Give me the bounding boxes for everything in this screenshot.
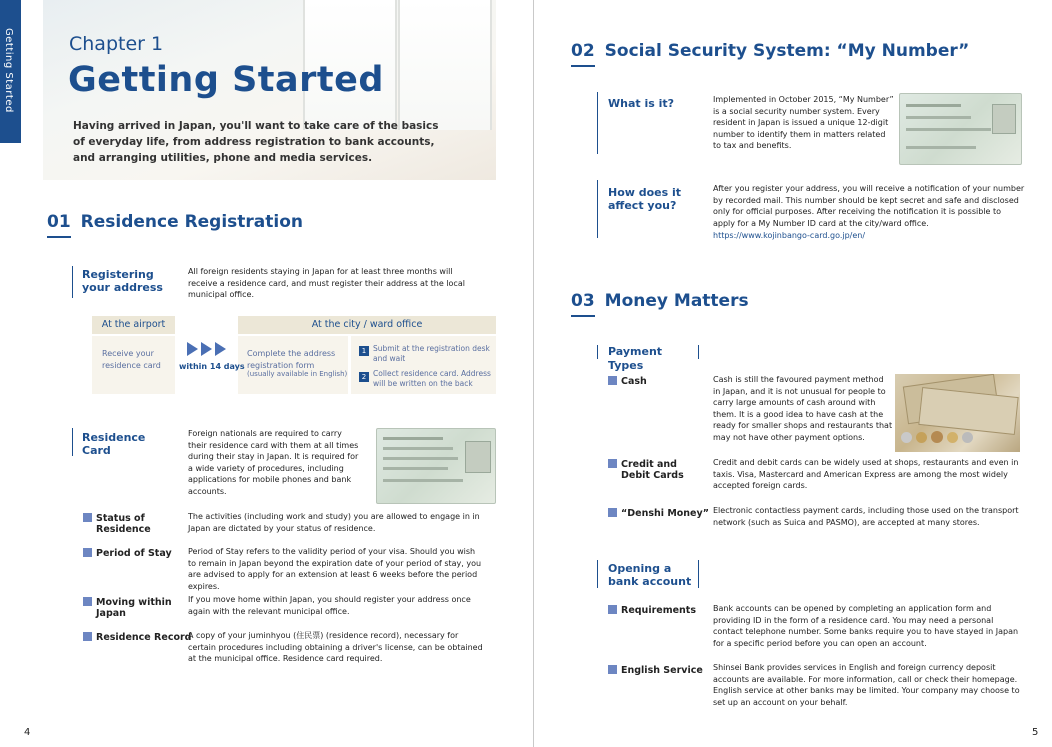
triangle-arrow-icon bbox=[215, 342, 226, 356]
square-bullet-icon bbox=[608, 605, 617, 614]
how-affect-label-line2: affect you? bbox=[608, 199, 677, 212]
airport-header: At the airport bbox=[92, 316, 175, 334]
period-stay-label: Period of Stay bbox=[83, 548, 172, 559]
requirements-text: Bank accounts can be opened by completing an application form and providing ID in the form of a residence card. You may need a personal contact telephone number. Some banks require you to have stayed in Japan for a specific period before you can open an account. bbox=[713, 604, 1019, 648]
credit-debit-label: Credit and Debit Cards bbox=[608, 459, 684, 481]
requirements-label: Requirements bbox=[608, 605, 696, 616]
hero-window-image bbox=[398, 0, 492, 130]
how-affect-label-line1: How does it bbox=[608, 186, 682, 199]
denshi-money-label: “Denshi Money” bbox=[608, 508, 709, 519]
triangle-arrow-icon bbox=[187, 342, 198, 356]
payment-types-box bbox=[597, 345, 699, 372]
complete-text: Complete the address registration form bbox=[247, 349, 336, 370]
registering-label-line2: your address bbox=[82, 281, 163, 294]
chapter-label: Chapter 1 bbox=[69, 33, 164, 55]
residence-record-text: A copy of your juminhyou (住民票) (residence record), necessary for certain procedures including obtaining a driver's license, can be obtained at the municipal office. Residence card required. bbox=[188, 631, 483, 663]
how-affect-label bbox=[608, 186, 681, 212]
page-divider bbox=[533, 0, 534, 747]
square-bullet-icon bbox=[83, 513, 92, 522]
residence-card-label-line1: Residence bbox=[82, 431, 146, 444]
bank-label-box bbox=[597, 560, 699, 588]
square-bullet-icon bbox=[608, 665, 617, 674]
step-2-text: Collect residence card. Address will be written on the back bbox=[373, 369, 491, 388]
english-service-text: Shinsei Bank provides services in English and foreign currency deposit accounts are available. For more information, call or check their homepage. English service at other banks may be limited. Your company may choose to set up an account on your behalf. bbox=[713, 663, 1020, 707]
registering-label bbox=[82, 268, 163, 294]
step-1-badge: 1 bbox=[359, 346, 369, 356]
step-1-text: Submit at the registration desk and wait bbox=[373, 344, 490, 363]
side-tab bbox=[0, 0, 21, 143]
section-number: 01 bbox=[47, 212, 71, 238]
square-bullet-icon bbox=[83, 548, 92, 557]
section-heading-02 bbox=[571, 41, 969, 67]
bank-label-line1: Opening a bbox=[608, 562, 672, 575]
what-is-it-text: Implemented in October 2015, “My Number” is a social security number system. Every resident in Japan is issued a unique 12-digit number to identify them in matters related to tax and benefits. bbox=[713, 95, 894, 150]
period-stay-text: Period of Stay refers to the validity period of your visa. Should you wish to remain in Japan beyond the expiration date of your period of stay, you are advised to apply for an extension at least 6 weeks before the period expires. bbox=[188, 547, 482, 591]
english-service-label: English Service bbox=[608, 665, 703, 676]
hero-banner bbox=[43, 0, 496, 180]
square-bullet-icon bbox=[83, 632, 92, 641]
section-heading-03 bbox=[571, 291, 749, 317]
what-is-it-label: What is it? bbox=[608, 97, 675, 110]
section-title: Social Security System: “My Number” bbox=[604, 41, 970, 61]
cash-label: Cash bbox=[608, 376, 647, 387]
residence-card-text: Foreign nationals are required to carry their residence card with them at all times during their stay in Japan. It is required for a wide variety of procedures, including applications for mobile phones and bank accounts. bbox=[188, 429, 359, 496]
my-number-link[interactable]: https://www.kojinbango-card.go.jp/en/ bbox=[713, 231, 866, 240]
city-header: At the city / ward office bbox=[238, 316, 496, 334]
section-title: Money Matters bbox=[604, 291, 749, 311]
page-title: Getting Started bbox=[68, 60, 384, 100]
bank-label bbox=[598, 560, 698, 588]
how-affect-text: After you register your address, you will receive a notification of your number by recorded mail. This number should be kept secret and safe and disclosed only for official purposes. After receiving the notification it is possible to apply for a My Number ID card at the city/ward office. bbox=[713, 184, 1025, 228]
credit-debit-text: Credit and debit cards can be widely used at shops, restaurants and even in taxis. Visa, Mastercard and American Express are among the most widely accepted foreign cards. bbox=[713, 458, 1019, 490]
square-bullet-icon bbox=[608, 459, 617, 468]
registering-label-line1: Registering bbox=[82, 268, 154, 281]
page-number-left: 4 bbox=[24, 727, 31, 738]
status-residence-label: Status of Residence bbox=[83, 513, 151, 535]
section-heading-01 bbox=[47, 212, 303, 238]
chapter-intro: Having arrived in Japan, you'll want to take care of the basics of everyday life, from address registration to bank accounts, and arranging utilities, phone and media services. bbox=[73, 120, 439, 164]
square-bullet-icon bbox=[608, 376, 617, 385]
flow-arrows bbox=[187, 342, 226, 356]
triangle-arrow-icon bbox=[201, 342, 212, 356]
side-tab-label: Getting Started bbox=[3, 28, 14, 113]
residence-record-label: Residence Record bbox=[83, 632, 191, 643]
section-number: 03 bbox=[571, 291, 595, 317]
label-bar bbox=[597, 92, 598, 154]
denshi-money-text: Electronic contactless payment cards, including those used on the transport network (such as Suica and PASMO), are accepted at many stores. bbox=[713, 506, 1019, 527]
residence-card-label-line2: Card bbox=[82, 444, 111, 457]
registering-text: All foreign residents staying in Japan for at least three months will receive a residence card, and must register their address at the local municipal office. bbox=[188, 267, 465, 299]
bank-label-line2: bank account bbox=[608, 575, 692, 588]
airport-text: Receive your residence card bbox=[102, 349, 161, 370]
label-bar bbox=[597, 180, 598, 238]
section-number: 02 bbox=[571, 41, 595, 67]
moving-text: If you move home within Japan, you should register your address once again with the relevant municipal office. bbox=[188, 595, 471, 616]
my-number-card-image bbox=[899, 93, 1022, 165]
square-bullet-icon bbox=[83, 597, 92, 606]
cash-text: Cash is still the favoured payment method in Japan, and it is not unusual for people to carry large amounts of cash around with them. It is a good idea to have cash at the ready for smaller shops and restaurants that may not have other payment options. bbox=[713, 375, 893, 442]
within-days: within 14 days bbox=[179, 362, 245, 371]
label-bar bbox=[72, 266, 73, 298]
cash-image bbox=[895, 374, 1020, 452]
residence-card-label bbox=[82, 431, 145, 457]
moving-label: Moving within Japan bbox=[83, 597, 172, 619]
residence-card-image bbox=[376, 428, 496, 504]
complete-note: (usually available in English) bbox=[247, 370, 348, 378]
label-bar bbox=[72, 428, 73, 456]
page-number-right: 5 bbox=[1032, 727, 1039, 738]
status-residence-text: The activities (including work and study) you are allowed to engage in in Japan are dictated by your status of residence. bbox=[188, 512, 480, 533]
step-2-badge: 2 bbox=[359, 372, 369, 382]
payment-types-label: Payment Types bbox=[608, 345, 663, 372]
section-title: Residence Registration bbox=[80, 212, 304, 232]
square-bullet-icon bbox=[608, 508, 617, 517]
